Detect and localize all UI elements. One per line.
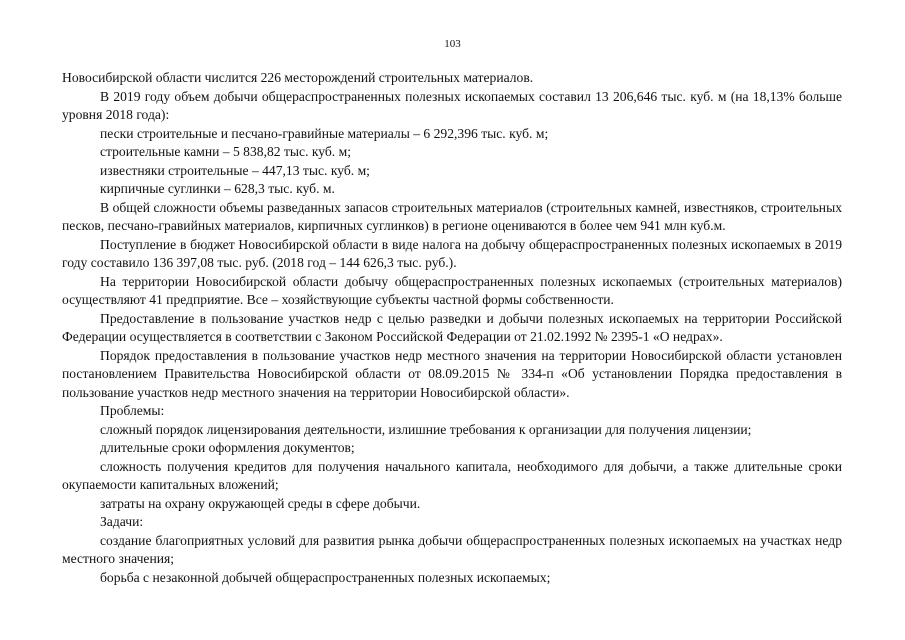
paragraph: В 2019 году объем добычи общераспространенных полезных ископаемых составил 13 206,646 тыс. куб. м (на 18,13% больше уровня 2018 года): xyxy=(62,88,842,122)
paragraph: Новосибирской области числится 226 месторождений строительных материалов. xyxy=(62,70,534,85)
list-item: борьба с незаконной добычей общераспространенных полезных ископаемых; xyxy=(100,569,551,585)
list-item: сложный порядок лицензирования деятельности, излишние требования к организации для получения лицензии; xyxy=(100,421,752,437)
paragraph: В общей сложности объемы разведанных запасов строительных материалов (строительных камней, известняков, строительных песков, песчано-гравийных материалов, кирпичных суглинков) в регионе оцениваются в более чем 941 млн куб.м. xyxy=(62,199,842,233)
page-number: 103 xyxy=(444,38,461,50)
list-item: создание благоприятных условий для развития рынка добычи общераспространенных полезных ископаемых на участках недр местного значения; xyxy=(62,532,842,566)
section-label-tasks: Задачи: xyxy=(100,514,144,529)
list-item: затраты на охрану окружающей среды в сфере добычи. xyxy=(100,495,421,511)
list-item: кирпичные суглинки – 628,3 тыс. куб. м. xyxy=(100,181,335,196)
document-body xyxy=(62,69,842,587)
list-item: строительные камни – 5 838,82 тыс. куб. м; xyxy=(100,144,351,159)
paragraph: Поступление в бюджет Новосибирской области в виде налога на добычу общераспространенных полезных ископаемых в 2019 году составило 136 397,08 тыс. руб. (2018 год – 144 626,3 тыс. руб.). xyxy=(62,236,842,270)
section-label-problems: Проблемы: xyxy=(100,403,165,418)
paragraph: Порядок предоставления в пользование участков недр местного значения на территории Новосибирской области установлен постановлением Правительства Новосибирской области от 08.09.2015 № 334-п «Об установлении Порядка предоставления в пользование участков недр местного значения на территории Новосибирской области». xyxy=(62,347,842,400)
list-item: длительные сроки оформления документов; xyxy=(100,440,355,455)
list-item: сложность получения кредитов для получения начального капитала, необходимого для добычи, а также длительные сроки окупаемости капитальных вложений; xyxy=(62,458,842,492)
list-item: известняки строительные – 447,13 тыс. куб. м; xyxy=(100,162,370,178)
paragraph: Предоставление в пользование участков недр с целью разведки и добычи полезных ископаемых на территории Российской Федерации осуществляется в соответствии с Законом Российской Федерации от 21.02.1992 № 2395-1 «О недрах». xyxy=(62,310,842,344)
list-item: пески строительные и песчано-гравийные материалы – 6 292,396 тыс. куб. м; xyxy=(100,125,549,141)
paragraph: На территории Новосибирской области добычу общераспространенных полезных ископаемых (строительных материалов) осуществляют 41 предприятие. Все – хозяйствующие субъекты частной формы собственности. xyxy=(62,273,842,307)
